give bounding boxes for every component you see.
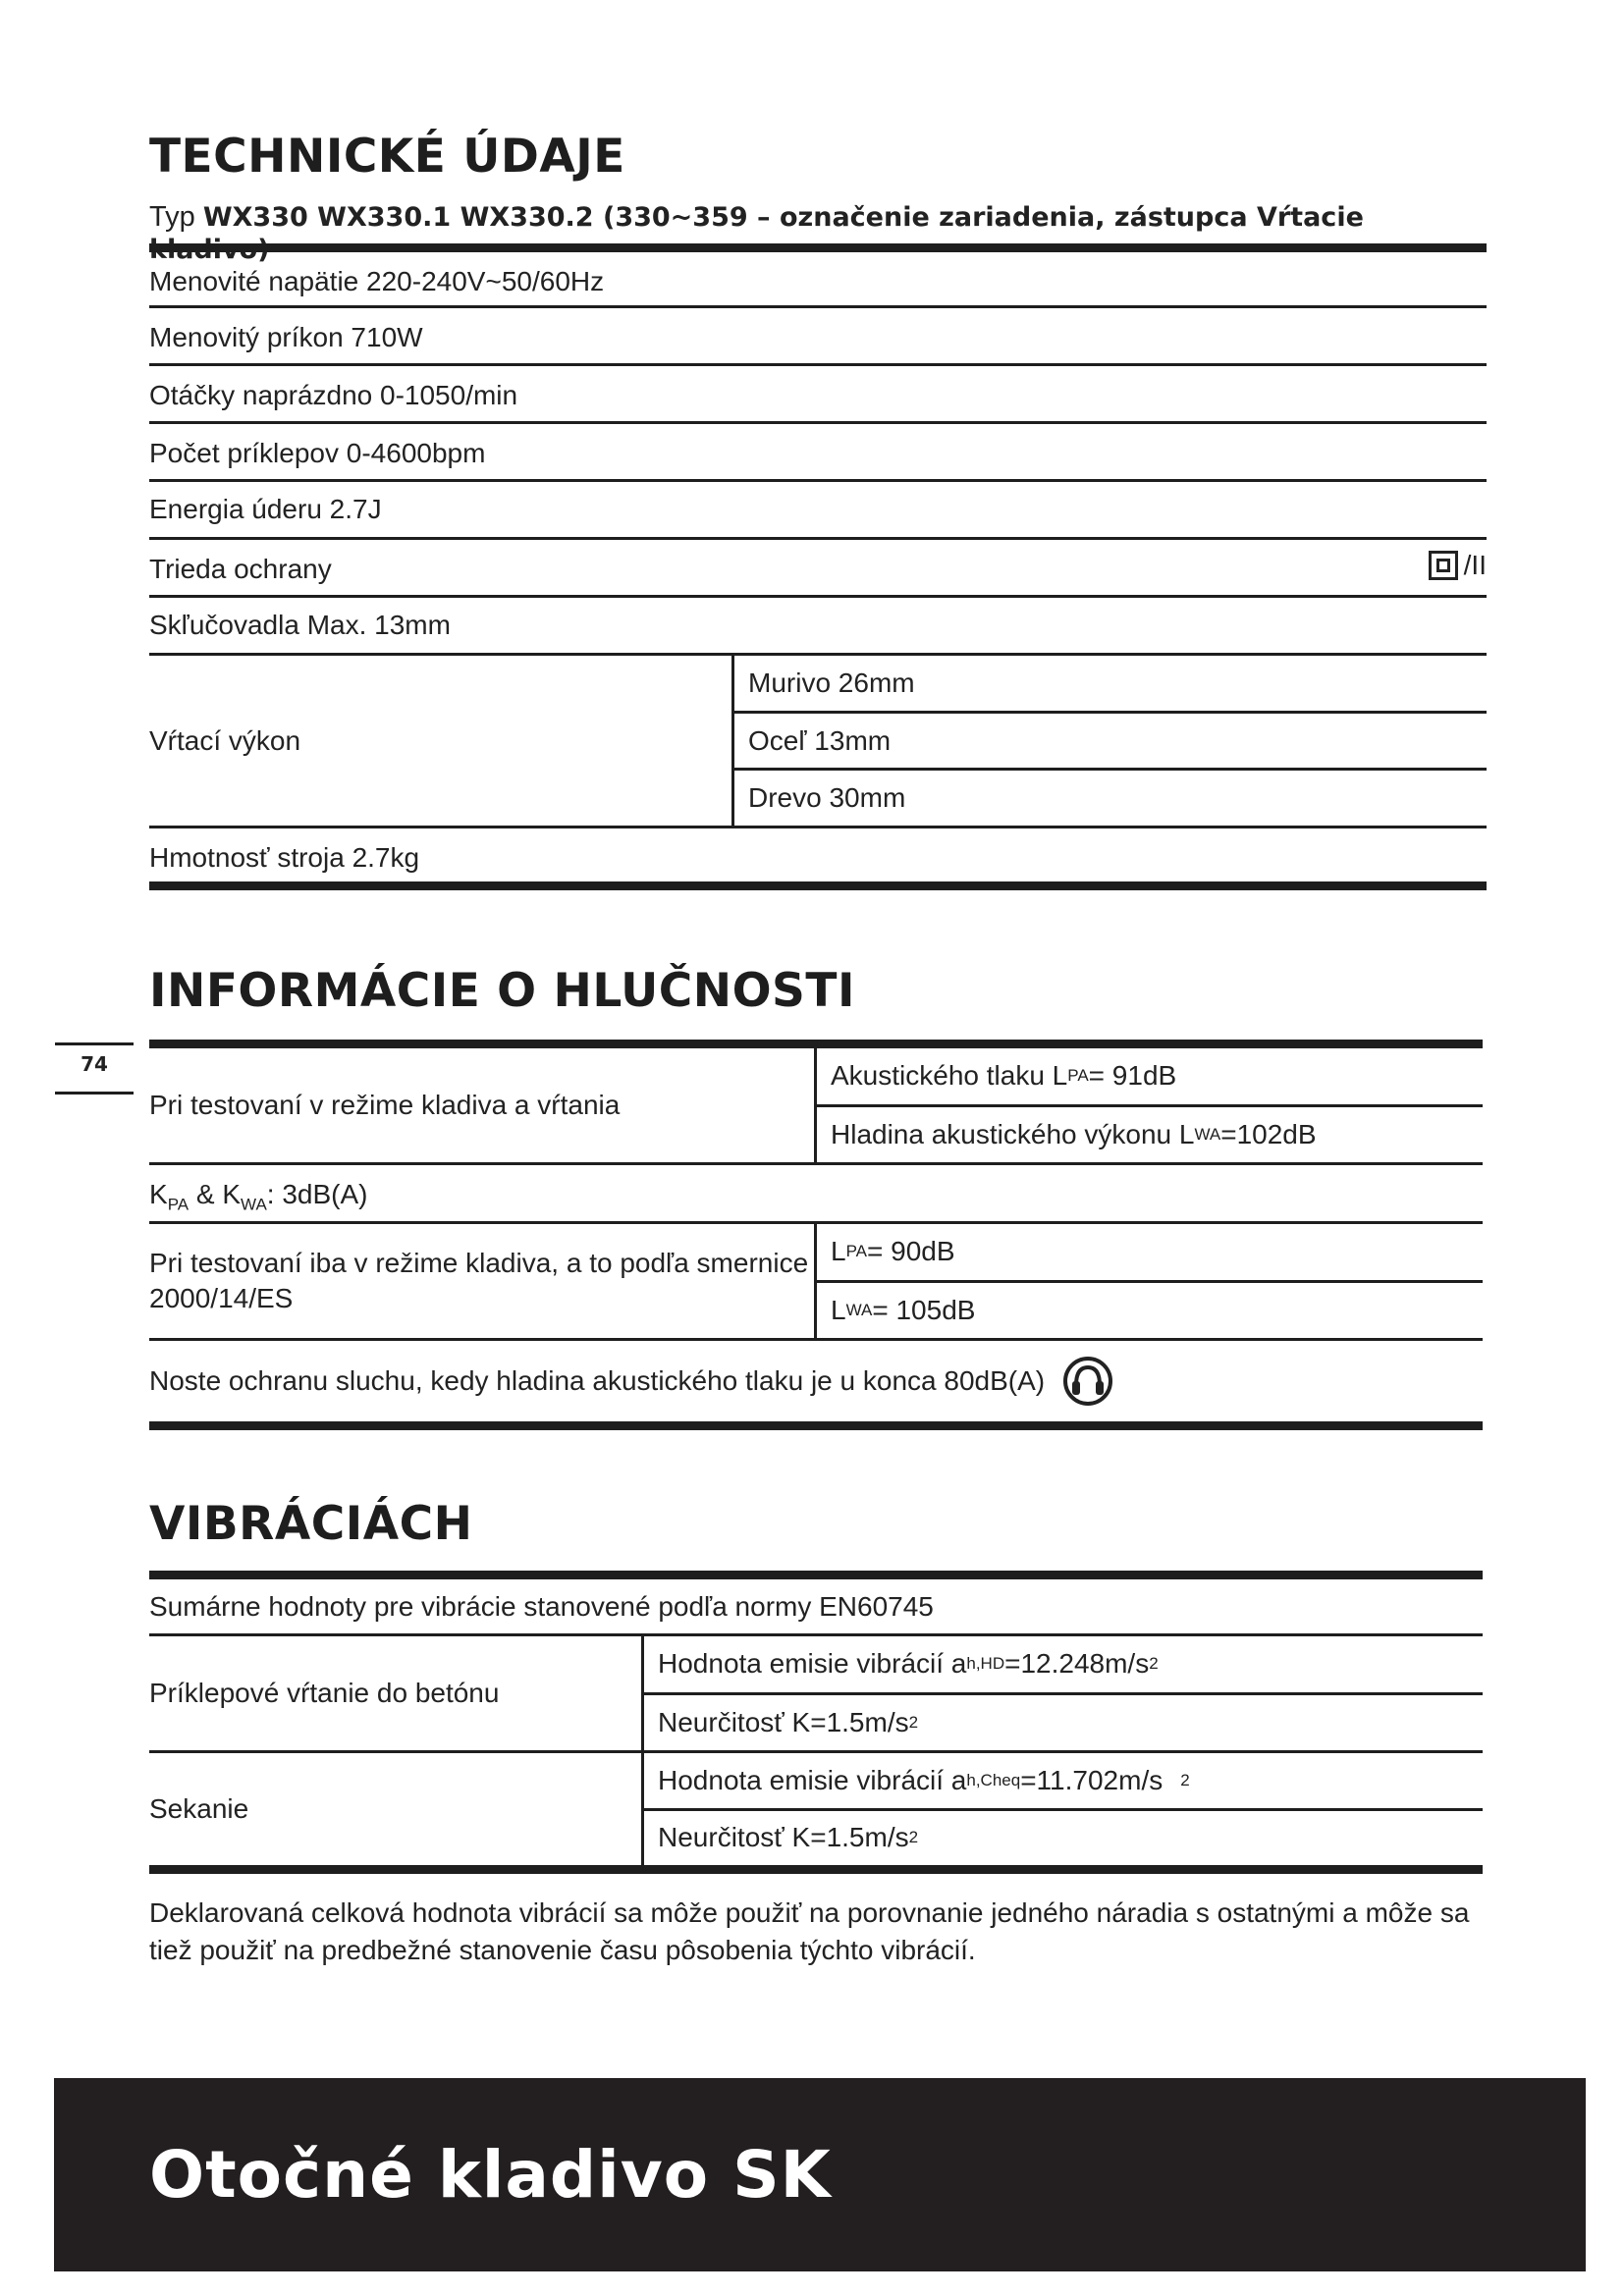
noise-top-bar xyxy=(149,1040,1483,1048)
tech-row: Menovité napätie 220-240V~50/60Hz xyxy=(149,252,1487,308)
uncertainty-row xyxy=(149,1165,1483,1224)
l2-value-wa: = 105dB xyxy=(872,1294,976,1325)
lpa-sub: PA xyxy=(1067,1066,1089,1086)
table-top-bar xyxy=(149,243,1487,252)
sound-power-value xyxy=(817,1104,1483,1163)
emission-value: =12.248m/s xyxy=(1004,1648,1150,1680)
k-amp: & K xyxy=(189,1179,242,1209)
lwa-value: =102dB xyxy=(1220,1118,1317,1149)
chiselling-values xyxy=(644,1753,1483,1865)
drill-label: Vŕtací výkon xyxy=(149,656,734,826)
vibration-table xyxy=(149,1571,1483,1874)
squared-sup: 2 xyxy=(908,1828,919,1847)
tech-row-protection-class xyxy=(149,540,1487,598)
test1-values xyxy=(817,1048,1483,1162)
footer-banner xyxy=(54,2078,1586,2271)
k-value: : 3dB(A) xyxy=(266,1179,368,1209)
k-sub-wa: WA xyxy=(241,1195,267,1214)
noise-test2-row xyxy=(149,1224,1483,1341)
lpa-prefix: Akustického tlaku L xyxy=(831,1060,1068,1092)
k-letter: K xyxy=(149,1179,168,1209)
tech-row: Skľučovadla Max. 13mm xyxy=(149,598,1487,656)
drill-value: Murivo 26mm xyxy=(748,667,915,698)
drill-value: Oceľ 13mm xyxy=(734,711,1487,769)
emission-prefix: Hodnota emisie vibrácií a xyxy=(658,1764,967,1795)
footer-title: Otočné kladivo SK xyxy=(149,2137,832,2213)
tech-title: TECHNICKÉ ÚDAJE xyxy=(149,130,625,184)
emission-prefix: Hodnota emisie vibrácií a xyxy=(658,1648,967,1680)
vibration-note: Deklarovaná celková hodnota vibrácií sa môže použiť na porovnanie jedného náradia s ostatnými a môže sa tiež použiť na predbežné stanovenie času pôsobenia týchto vibrácií. xyxy=(149,1897,1470,1965)
noise-title: INFORMÁCIE O HLUČNOSTI xyxy=(149,964,855,1018)
test2-label: Pri testovaní iba v režime kladiva, a to podľa smernice 2000/14/ES xyxy=(149,1224,817,1338)
test2-values xyxy=(817,1224,1483,1338)
double-insulation-icon xyxy=(1429,551,1458,580)
tech-row: Menovitý príkon 710W xyxy=(149,308,1487,366)
drilling-emission-value xyxy=(644,1636,1483,1692)
squared-sup: 2 xyxy=(1149,1654,1159,1674)
table-bottom-bar xyxy=(149,881,1487,890)
l-letter: L xyxy=(831,1236,846,1267)
sound-pressure-value xyxy=(817,1048,1483,1104)
uncertainty-text: Neurčitosť K=1.5m/s xyxy=(658,1822,909,1853)
protection-class-label: Trieda ochrany xyxy=(149,554,332,584)
drilling-uncertainty-value xyxy=(644,1692,1483,1751)
ear-protection-icon xyxy=(1062,1356,1113,1407)
chiselling-label: Sekanie xyxy=(149,1753,644,1865)
l-letter: L xyxy=(831,1294,846,1325)
lwa2-value xyxy=(817,1280,1483,1339)
l2-value-pa: = 90dB xyxy=(867,1236,955,1267)
lpa2-value xyxy=(817,1224,1483,1280)
hearing-protection-text: Noste ochranu sluchu, kedy hladina akustického tlaku je u konca 80dB(A) xyxy=(149,1365,1046,1396)
tech-row: Počet príklepov 0-4600bpm xyxy=(149,424,1487,482)
drilling-values xyxy=(644,1636,1483,1750)
drill-value: Drevo 30mm xyxy=(734,768,1487,826)
tech-row: Otáčky naprázdno 0-1050/min xyxy=(149,366,1487,424)
squared-sup: 2 xyxy=(908,1712,919,1732)
emission-value: =11.702m/s xyxy=(1020,1764,1164,1795)
type-models: WX330 WX330.1 WX330.2 (330~359 – označenie zariadenia, zástupca Vŕtacie xyxy=(202,202,1364,233)
class-symbol-text: /II xyxy=(1463,550,1487,580)
vibration-drilling-row xyxy=(149,1636,1483,1753)
emission-sub: h,Cheq xyxy=(966,1770,1021,1789)
noise-table xyxy=(149,1040,1483,1430)
lpa-value: = 91dB xyxy=(1088,1060,1177,1092)
k-sub-pa: PA xyxy=(167,1195,189,1214)
lwa-prefix: Hladina akustického výkonu L xyxy=(831,1118,1195,1149)
noise-test1-row xyxy=(149,1048,1483,1165)
drill-values xyxy=(734,656,1487,826)
vibration-summary-row: Sumárne hodnoty pre vibrácie stanovené podľa normy EN60745 xyxy=(149,1579,1483,1636)
vibration-top-bar xyxy=(149,1571,1483,1579)
uncertainty-text: Neurčitosť K=1.5m/s xyxy=(658,1706,909,1737)
drill-capacity-row xyxy=(149,656,1487,828)
lwa-sub: WA xyxy=(1194,1124,1221,1144)
weight-row: Hmotnosť stroja 2.7kg xyxy=(149,842,420,873)
l2-sub-wa: WA xyxy=(845,1300,873,1319)
class-symbol xyxy=(1429,550,1487,581)
squared-sup: 2 xyxy=(1180,1770,1190,1789)
l2-sub-pa: PA xyxy=(845,1242,867,1261)
tech-table xyxy=(149,243,1487,890)
drilling-label: Príklepové vŕtanie do betónu xyxy=(149,1636,644,1750)
noise-bottom-bar xyxy=(149,1421,1483,1430)
type-prefix: Typ xyxy=(149,201,195,233)
page-number xyxy=(55,1052,134,1076)
chiselling-uncertainty-value xyxy=(644,1808,1483,1866)
vibration-chiselling-row xyxy=(149,1753,1483,1868)
chiselling-emission-value xyxy=(644,1753,1483,1808)
test1-label: Pri testovaní v režime kladiva a vŕtania xyxy=(149,1048,817,1162)
hearing-protection-row xyxy=(149,1341,1483,1421)
vibration-title: VIBRÁCIÁCH xyxy=(149,1497,473,1551)
page-number-text: 74 xyxy=(81,1052,108,1076)
emission-sub: h,HD xyxy=(966,1654,1005,1674)
vibration-bottom-bar xyxy=(149,1865,1483,1874)
tech-row: Energia úderu 2.7J xyxy=(149,482,1487,540)
